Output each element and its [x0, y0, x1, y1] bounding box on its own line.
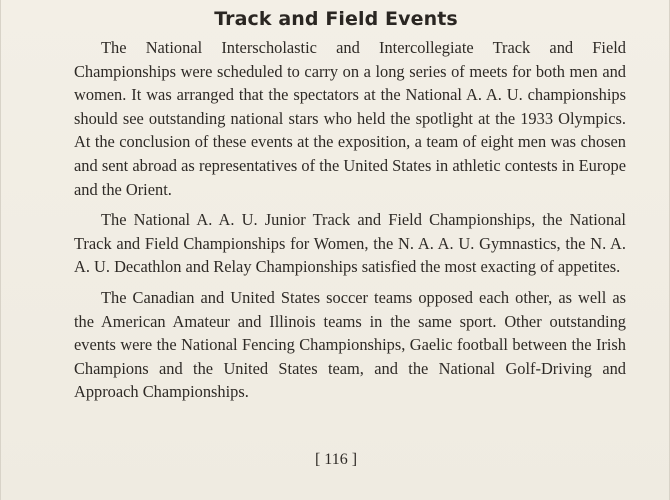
paragraph-3: The Canadian and United States soccer teams opposed each other, as well as the American Amateur and Illinois teams in the same sport. Other outstanding events were the National Fencing Championships, Gaelic football between the Irish Champions and the United States team, and the National Golf-Driving and Approach Championships. — [74, 287, 626, 402]
page-number: [ 116 ] — [314, 451, 358, 468]
body-text — [74, 36, 626, 404]
paragraph-1: The National Interscholastic and Intercollegiate Track and Field Championships were scheduled to carry on a long series of meets for both men and women. It was arranged that the spectators at the National A. A. U. championships should see outstanding national stars who held the spotlight at the 1933 Olympics. At the conclusion of these events at the exposition, a team of eight men was chosen and sent abroad as representatives of the United States in athletic contests in Europe and the Orient. — [74, 38, 626, 199]
paragraph-2: The National A. A. U. Junior Track and Field Championships, the National Track and Field Championships for Women, the N. A. A. U. Gymnastics, the N. A. A. U. Decathlon and Relay Championships satisfied the most exacting of appetites. — [74, 210, 626, 277]
page-title: Track and Field Events — [214, 8, 458, 30]
